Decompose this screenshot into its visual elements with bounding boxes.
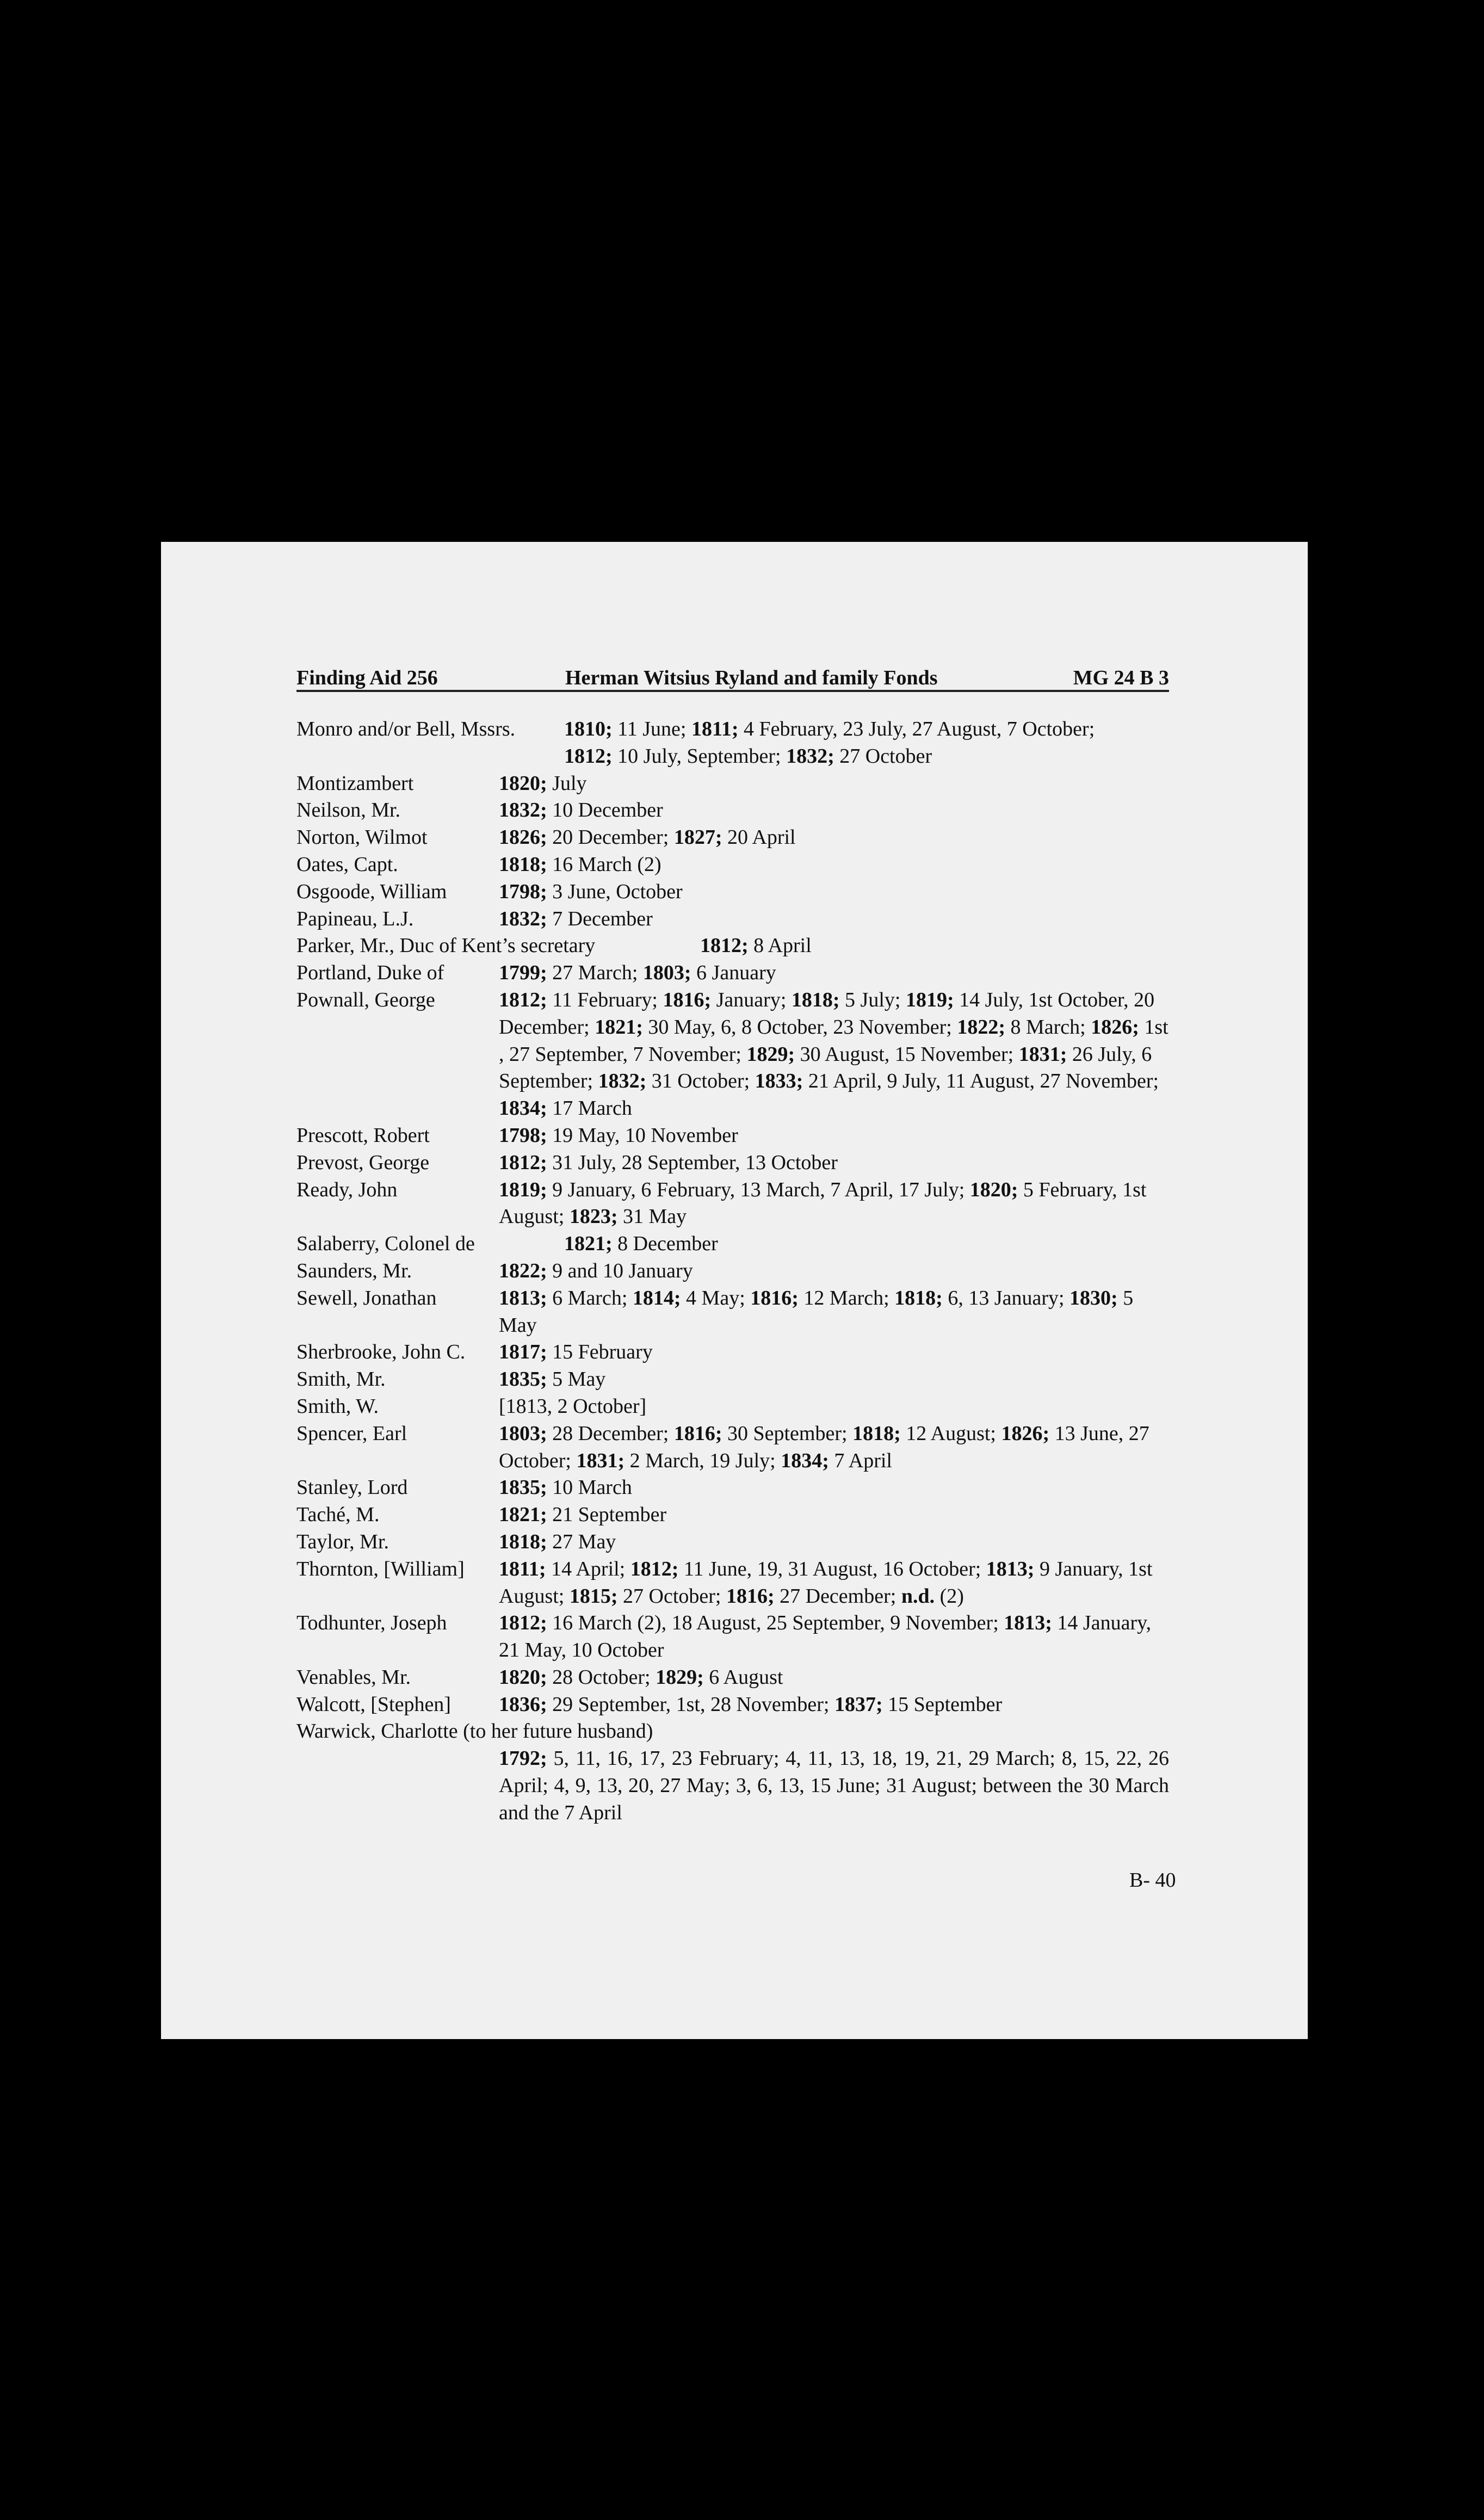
correspondence-dates: 1821; 8 December	[564, 1232, 718, 1256]
correspondent-name: Oates, Capt.	[296, 853, 398, 876]
list-item	[296, 1420, 1169, 1475]
list-item	[296, 960, 1169, 987]
correspondent-name: Portland, Duke of	[296, 961, 444, 985]
document-page	[161, 542, 1308, 2039]
correspondent-name: Monro and/or Bell, Mssrs.	[296, 718, 516, 740]
list-item	[296, 797, 1169, 824]
correspondent-name: Pownall, George	[296, 988, 435, 1011]
page-number: B- 40	[1129, 1869, 1176, 1892]
correspondent-name: Papineau, L.J.	[296, 907, 414, 930]
correspondence-dates: 1812; 16 March (2), 18 August, 25 September, 9 November; 1813; 14 January, 21 May, 10 October	[499, 1611, 1152, 1662]
correspondent-name: Taché, M.	[296, 1503, 380, 1527]
correspondence-dates: 1812; 31 July, 28 September, 13 October	[499, 1151, 838, 1174]
correspondent-name: Taylor, Mr.	[296, 1530, 389, 1553]
list-item	[296, 879, 1169, 906]
list-item	[296, 1474, 1169, 1502]
correspondence-dates: 1835; 5 May	[499, 1368, 606, 1391]
correspondent-name: Norton, Wilmot	[296, 826, 428, 849]
correspondent-name: Smith, W.	[296, 1394, 379, 1418]
correspondence-dates: 1826; 20 December; 1827; 20 April	[499, 826, 796, 849]
correspondence-dates: 1822; 9 and 10 January	[499, 1259, 693, 1282]
correspondent-name: Smith, Mr.	[296, 1368, 386, 1391]
list-item	[296, 1610, 1169, 1664]
correspondent-name: Spencer, Earl	[296, 1422, 407, 1445]
correspondent-name: Sewell, Jonathan	[296, 1286, 437, 1310]
correspondence-dates: 1810; 11 June; 1811; 4 February, 23 July, 27 August, 7 October; 1812; 10 July, September; 1832; 27 October	[564, 718, 1095, 768]
correspondent-name: Parker, Mr., Duc of Kent’s secretary	[296, 934, 596, 958]
correspondence-dates: 1813; 6 March; 1814; 4 May; 1816; 12 March; 1818; 6, 13 January; 1830; 5 May	[499, 1286, 1134, 1337]
list-item	[296, 1366, 1169, 1393]
list-item	[296, 932, 1169, 960]
correspondent-name: Ready, John	[296, 1178, 398, 1201]
list-item	[296, 1691, 1169, 1719]
correspondence-dates: 1819; 9 January, 6 February, 13 March, 7 April, 17 July; 1820; 5 February, 1st August; 1823; 31 May	[499, 1178, 1147, 1228]
correspondent-name: Prevost, George	[296, 1151, 430, 1174]
list-item	[296, 824, 1169, 851]
list-item	[296, 1177, 1169, 1231]
correspondent-name: Stanley, Lord	[296, 1476, 408, 1499]
correspondence-dates: 1832; 7 December	[499, 907, 653, 930]
correspondent-name: Venables, Mr.	[296, 1665, 411, 1689]
correspondent-name: Osgoode, William	[296, 880, 447, 903]
correspondent-name: Sherbrooke, John C.	[296, 1341, 466, 1364]
correspondence-dates: [1813, 2 October]	[499, 1394, 647, 1418]
correspondent-name: Thornton, [William]	[296, 1557, 465, 1580]
fonds-title: Herman Witsius Ryland and family Fonds	[565, 666, 938, 689]
list-item	[296, 906, 1169, 933]
correspondent-name: Prescott, Robert	[296, 1123, 430, 1147]
correspondence-dates: 1803; 28 December; 1816; 30 September; 1818; 12 August; 1826; 13 June, 27 October; 1831; 2 March, 19 July; 1834; 7 April	[499, 1422, 1149, 1472]
list-item	[296, 1150, 1169, 1177]
correspondence-dates: 1792; 5, 11, 16, 17, 23 February; 4, 11, 13, 18, 19, 21, 29 March; 8, 15, 22, 26 April; 4, 9, 13, 20, 27 May; 3, 6, 13, 15 June; 31 August; between the 30 March and the 7 April	[499, 1747, 1169, 1824]
correspondence-dates: 1811; 14 April; 1812; 11 June, 19, 31 August, 16 October; 1813; 9 January, 1st August; 1815; 27 October; 1816; 27 December; n.d. (2)	[499, 1557, 1153, 1608]
correspondent-name: Neilson, Mr.	[296, 799, 401, 822]
list-item	[296, 1339, 1169, 1366]
correspondent-name: Salaberry, Colonel de	[296, 1232, 475, 1256]
correspondence-dates: 1836; 29 September, 1st, 28 November; 1837; 15 September	[499, 1693, 1003, 1716]
page-header	[296, 666, 1169, 692]
correspondence-dates: 1798; 19 May, 10 November	[499, 1123, 738, 1147]
correspondence-dates: 1818; 16 March (2)	[499, 853, 661, 876]
correspondent-name: Saunders, Mr.	[296, 1259, 412, 1282]
list-item	[296, 1664, 1169, 1691]
list-item	[296, 1393, 1169, 1420]
correspondence-dates: 1835; 10 March	[499, 1476, 632, 1499]
correspondent-name: Walcott, [Stephen]	[296, 1693, 451, 1716]
correspondence-dates: 1821; 21 September	[499, 1503, 667, 1527]
correspondence-dates: 1798; 3 June, October	[499, 880, 683, 903]
finding-aid-number: Finding Aid 256	[296, 666, 438, 689]
list-item	[296, 987, 1169, 1122]
correspondence-dates: 1799; 27 March; 1803; 6 January	[499, 961, 776, 985]
list-item	[296, 1529, 1169, 1556]
correspondent-list	[296, 716, 1169, 1827]
correspondent-name: Todhunter, Joseph	[296, 1611, 447, 1635]
correspondent-name: Warwick, Charlotte (to her future husband)	[296, 1720, 653, 1743]
correspondence-dates: 1818; 27 May	[499, 1530, 616, 1553]
correspondence-dates: 1812; 8 April	[700, 934, 812, 958]
list-item	[296, 1258, 1169, 1285]
reference-code: MG 24 B 3	[1073, 666, 1169, 689]
list-item	[296, 1231, 1169, 1258]
correspondence-dates: 1832; 10 December	[499, 799, 663, 822]
list-item	[296, 1285, 1169, 1339]
correspondent-name: Montizambert	[296, 771, 414, 795]
correspondence-dates: 1820; July	[499, 771, 587, 795]
correspondence-dates: 1812; 11 February; 1816; January; 1818; 5 July; 1819; 14 July, 1st October, 20 December; 1821; 30 May, 6, 8 October, 23 November; 1822; 8 March; 1826; 1st , 27 September, 7 November; 1829; 30 August, 15 November; 1831; 26 July, 6 September; 1832; 31 October; 1833; 21 April, 9 July, 11 August, 27 November; 1834; 17 March	[499, 988, 1168, 1120]
list-item	[296, 851, 1169, 879]
list-item	[296, 1502, 1169, 1529]
list-item	[296, 770, 1169, 798]
correspondence-dates: 1820; 28 October; 1829; 6 August	[499, 1665, 783, 1689]
list-item	[296, 716, 1169, 770]
correspondence-dates: 1817; 15 February	[499, 1341, 653, 1364]
list-item	[296, 1556, 1169, 1610]
list-item	[296, 1122, 1169, 1150]
